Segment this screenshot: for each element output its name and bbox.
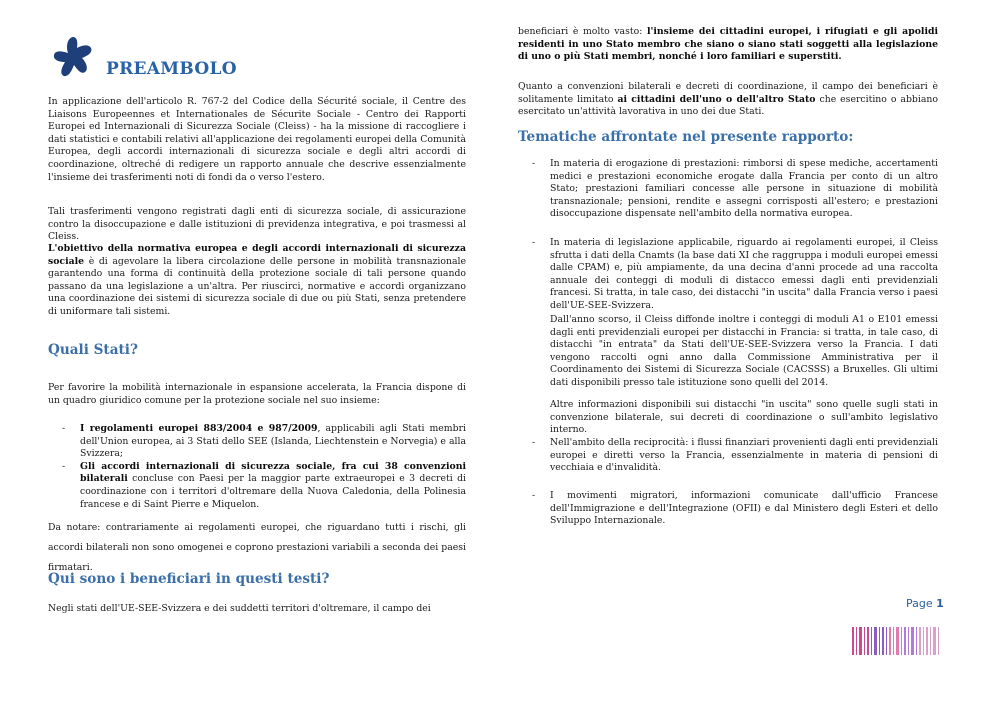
item-bold: I regolamenti europei 883/2004 e 987/2009	[80, 423, 318, 434]
quali-stati-intro: Per favorire la mobilità internazionale in espansione accelerata, la Francia dispone di un quadro giuridico comune per la protezione sociale nel suo insieme:	[48, 382, 466, 406]
item-bold: Gli accordi internazionali di sicurezza sociale, fra cui 38 convenzioni bilaterali	[80, 460, 466, 485]
topics-list-4	[518, 490, 938, 528]
item-text: , applicabili agli Stati membri dell'Union europea, ai 3 Stati dello SEE (Islanda, Liechtenstein e Norvegia) e alla Svizzera;	[80, 423, 466, 460]
list-item	[48, 461, 466, 511]
heading-tematiche: Tematiche affrontate nel presente rapporto:	[518, 129, 854, 145]
heading-beneficiari: Qui sono i beneficiari in questi testi?	[48, 571, 330, 587]
left-column	[48, 36, 466, 614]
page-title: PREAMBOLO	[106, 59, 237, 79]
topics-list-3	[518, 437, 938, 475]
beneficiari-bold: l'insieme dei cittadini europei, i rifugiati e gli apolidi residenti in uno Stato membro che siano o siano stati soggetti alla legislazione di uno o più Stati membri, nonché i loro familiari e superstiti.	[518, 26, 939, 63]
regulations-list	[48, 423, 466, 511]
star-logo-icon	[52, 36, 94, 80]
page-number	[906, 597, 944, 610]
intro-paragraph-1: In applicazione dell'articolo R. 767-2 del Codice della Sécurité sociale, il Centre des Liaisons Europeennes et Internationales de Sécurite Sociale - Centro dei Rapporti Europei ed Internazionali di Sicurezza Sociale (Cleiss) - ha la missione di raccogliere i dati statistici e contabili relativi all'applicazione dei regolamenti europei della Comunità Europea, degli accordi internazionali di sicurezza sociale e degli altri accordi di coordinazione, oltreché di redigere un rapporto annuale che descrive essenzialmente l'insieme dei trasferimenti noti di fondi da o verso l'estero.	[48, 96, 466, 183]
page-number-value: 1	[936, 597, 944, 610]
conventions-end: che esercitino o abbiano esercitato un'attività lavorativa in uno dei due Stati.	[518, 93, 938, 118]
conventions-bold: ai cittadini dell'uno o dell'altro Stato	[617, 93, 816, 105]
list-item: - I movimenti migratori, informazioni comunicate dall'ufficio Francese dell'Immigrazione e dell'Integrazione (OFII) e dal Ministero degli Esteri et dello Sviluppo Internazionale.	[518, 490, 938, 528]
beneficiari-paragraph-start: Negli stati dell'UE-SEE-Svizzera e dei suddetti territori d'oltremare, il campo dei	[48, 603, 431, 614]
objective-rest-text: è di agevolare la libera circolazione delle persone in mobilità transnazionale garantendo una forma di continuità della protezione sociale di tali persone quando passano da una legislazione a un'altra. Per riuscirci, normative e accordi organizzano una coordinazione dei sistemi di sicurezza sociale di due ou più Stati, senza pretendere di uniformare tali sistemi.	[48, 255, 466, 317]
list-item: - Nell'ambito della reciprocità: i flussi finanziari provenienti dagli enti previdenziali europei e diretti verso la Francia, essenzialmente in materia di pensioni di vecchiaia e d'invalidità.	[518, 437, 938, 475]
topics-list-1	[518, 158, 938, 221]
item-text: concluse con Paesi per la maggior parte extraeuropei e 3 decreti di coordinazione con i territori d'oltremare della Nuova Caledonia, della Polinesia francese e di Saint Pierre e Miquelon.	[80, 473, 466, 510]
beneficiari-text: beneficiari è molto vasto:	[518, 26, 647, 37]
intro-paragraph-2: Tali trasferimenti vengono registrati dagli enti di sicurezza sociale, di assicurazione contro la disoccupazione e dalle istituzioni di previdenza integrativa, e poi trasmessi al Cleiss.	[48, 206, 466, 243]
topics-list-2	[518, 237, 938, 313]
list-item: - In materia di erogazione di prestazioni: rimborsi di spese mediche, accertamenti medici e prestazioni economiche erogate dalla Francia per conto di un altro Stato; prestazioni familiari concesse alle persone in situazione di mobilità transnazionale; pensioni, rendite e assegni corrisposti all'estero; e prestazioni disoccupazione dispensate nell'ambito della normativa europea.	[518, 158, 938, 221]
page-label: Page	[906, 597, 933, 610]
topic-sub-paragraph-1: Dall'anno scorso, il Cleiss diffonde inoltre i conteggi di moduli A1 o E101 emessi dagli enti previdenziali europei per distacchi in Francia: si tratta, in tale caso, di distacchi "in entrata" da Stati dell'UE-SEE-Svizzera verso la Francia. I dati vengono raccolti ogni anno dalla Commissione Amministrativa per il Coordinamento dei Sistemi di Sicurezza Sociale (CACSSS) a Bruxelles. Gli ultimi dati disponibili presso tale istituzione sono quelli del 2014.	[550, 314, 938, 388]
beneficiari-paragraph-2	[518, 81, 938, 119]
barcode-decoration-icon	[852, 627, 940, 655]
beneficiari-paragraph-cont	[518, 26, 938, 64]
intro-paragraph-3	[48, 243, 466, 319]
conventions-text: Quanto a convenzioni bilaterali e decreti di coordinazione, il campo dei beneficiari è solitamente limitato	[518, 81, 938, 105]
objective-bold-text: L'obiettivo della normativa europea e degli accordi internazionali di sicurezza sociale	[48, 243, 466, 267]
topic-sub-paragraph-2: Altre informazioni disponibili sui distacchi "in uscita" sono quelle sugli stati in convenzione bilaterale, sui decreti di coordinazione o sull'ambito legislativo interno.	[550, 399, 938, 436]
heading-quali-stati: Quali Stati?	[48, 342, 138, 358]
note-paragraph: Da notare: contrariamente ai regolamenti europei, che riguardano tutti i rischi, gli accordi bilaterali non sono omogenei e coprono prestazioni variabili a seconda dei paesi firmatari.	[48, 522, 466, 573]
list-item	[48, 423, 466, 461]
list-item: - In materia di legislazione applicabile, riguardo ai regolamenti europei, il Cleiss sfrutta i dati della Cnamts (la base dati XI che raggruppa i moduli europei emessi dalle CPAM) e, più ampiamente, da una decina d'anni procede ad una raccolta annuale dei conteggi di moduli di distacco emessi dagli enti previdenziali francesi. Si tratta, in tale caso, dei distacchi "in uscita" dalla Francia verso i paesi dell'UE-SEE-Svizzera.	[518, 237, 938, 313]
title-block	[48, 36, 466, 96]
